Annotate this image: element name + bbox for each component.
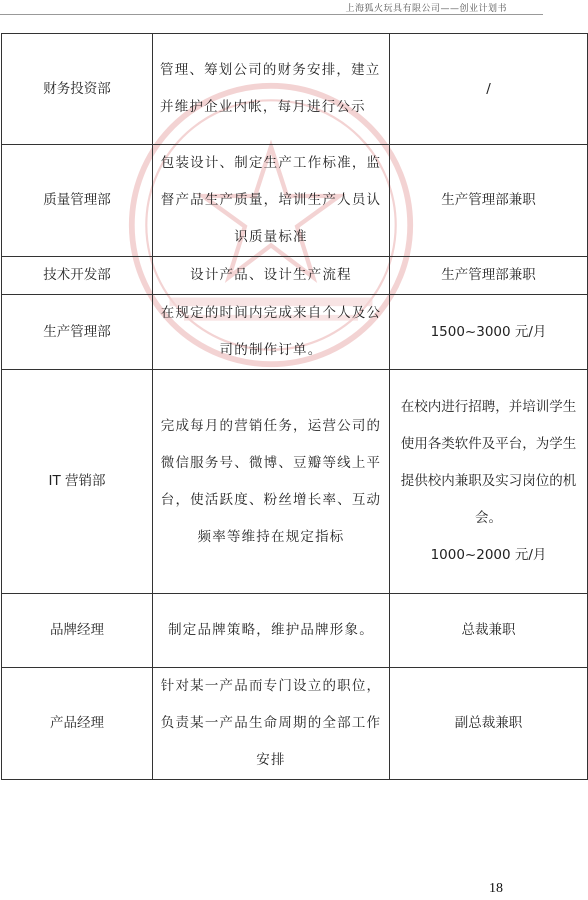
header-title: 上海狐火玩具有限公司——创业计划书 — [345, 4, 507, 14]
salary-note: 1000~2000 元/月 — [430, 547, 547, 563]
dept-duty-cell: 在规定的时间内完成来自个人及公司的制作订单。 — [153, 295, 390, 370]
table-row — [2, 594, 588, 668]
table-row — [2, 145, 588, 257]
dept-name-cell: 质量管理部 — [2, 145, 153, 257]
table-row — [2, 295, 588, 370]
dept-duty-cell: 制定品牌策略，维护品牌形象。 — [153, 594, 390, 668]
dept-note-cell: 副总裁兼职 — [390, 668, 588, 780]
dept-name-cell: 产品经理 — [2, 668, 153, 780]
dept-name-cell: 财务投资部 — [2, 34, 153, 145]
dept-name-cell: IT 营销部 — [2, 370, 153, 594]
table-row — [2, 370, 588, 594]
table-row — [2, 668, 588, 780]
page-number: 18 — [489, 881, 503, 896]
dept-name-cell: 品牌经理 — [2, 594, 153, 668]
dept-note-cell: 1500~3000 元/月 — [390, 295, 588, 370]
table-row — [2, 34, 588, 145]
dept-duty-cell: 管理、筹划公司的财务安排，建立并维护企业内帐，每月进行公示 — [153, 34, 390, 145]
dept-name-cell: 技术开发部 — [2, 257, 153, 295]
dept-duty-cell: 完成每月的营销任务，运营公司的微信服务号、微博、豆瓣等线上平台，使活跃度、粉丝增长率、互动频率等维持在规定指标 — [153, 370, 390, 594]
page-header — [0, 0, 543, 15]
department-table — [1, 33, 588, 780]
dept-note-cell: / — [390, 34, 588, 145]
dept-note-cell: 总裁兼职 — [390, 594, 588, 668]
dept-duty-cell: 设计产品、设计生产流程 — [153, 257, 390, 295]
table-row — [2, 257, 588, 295]
dept-name-cell: 生产管理部 — [2, 295, 153, 370]
dept-note-cell — [390, 370, 588, 594]
dept-note-cell: 生产管理部兼职 — [390, 257, 588, 295]
dept-duty-cell: 针对某一产品而专门设立的职位，负责某一产品生命周期的全部工作安排 — [153, 668, 390, 780]
dept-duty-cell: 包装设计、制定生产工作标准，监督产品生产质量，培训生产人员认识质量标准 — [153, 145, 390, 257]
dept-note-cell: 生产管理部兼职 — [390, 145, 588, 257]
recruit-note: 在校内进行招聘，并培训学生使用各类软件及平台，为学生提供校内兼职及实习岗位的机会。 — [400, 399, 577, 526]
